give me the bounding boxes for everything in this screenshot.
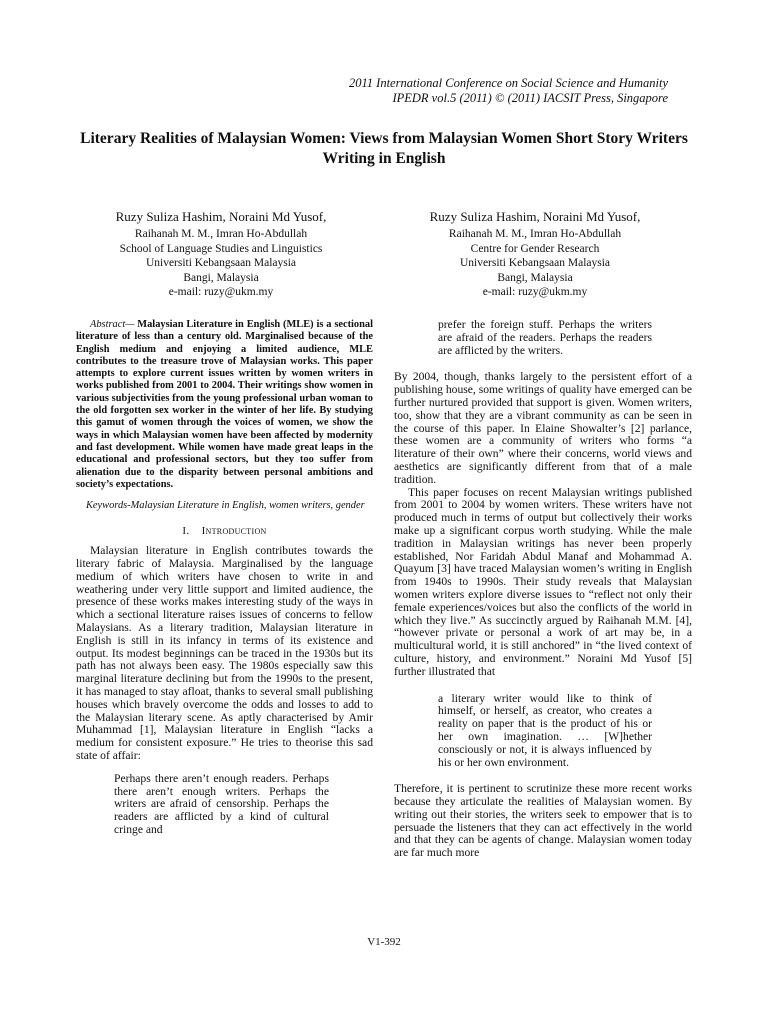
- author-block-left: [62, 208, 380, 300]
- body-paragraph: By 2004, though, thanks largely to the persistent effort of a publishing house, some writings of quality have emerged can be further nurtured provided that support is given. Women writers, too, show that they are a vibrant community as can be seen in the course of this paper. In Elaine Showalter’s [2] parlance, these women are a community of writers who forms “a literature of their own” where their concerns, world views and aesthetics are significantly different from that of a male tradition.: [394, 370, 692, 486]
- block-quote: Perhaps there aren’t enough readers. Perhaps there aren’t enough writers. Perhaps the writers are afraid of censorship. Perhaps the readers are afflicted by a kind of cultural cringe and: [114, 771, 329, 836]
- author-names-2: Raihanah M. M., Imran Ho-Abdullah: [448, 228, 622, 240]
- abstract-label: Abstract—: [90, 319, 135, 330]
- author-email: e-mail: ruzy@ukm.my: [482, 286, 588, 298]
- block-quote: a literary writer would like to think of himself, or herself, as creator, who creates a reality on paper that is the product of his or her own imagination. … [W]hether consciously or not, it is always influenced by his or her own environment.: [438, 691, 652, 769]
- intro-paragraph: Malaysian literature in English contributes towards the literary fabric of Malaysia. Marginalised by the language medium of which writers have chosen to write in and weathering under very little support and limited audience, the presence of these works makes interesting study of the ways in which a sectional literature raises issues of concerns to fellow Malaysians. As a literary tradition, Malaysian literature in English is still in its infancy in terms of its existence and output. Its modest beginnings can be traced in the 1930s but its path has not always been easy. The 1980s especially saw this marginal literature declining but from the 1990s to the present, it has managed to stay afloat, thanks to several small publishing houses which bravely overcome the odds and losses to add to the Malaysian literary scene. As aptly characterised by Amir Muhammad [1], Malaysian literature in English “lacks a medium for consistent exposure.” He tries to theorise this sad state of affair:: [76, 544, 373, 762]
- author-location: Bangi, Malaysia: [183, 271, 259, 284]
- author-affiliation: Centre for Gender Research: [470, 242, 600, 255]
- author-university: Universiti Kebangsaan Malaysia: [459, 257, 611, 269]
- body-paragraph: Therefore, it is pertinent to scrutinize these more recent works because they articulate the realities of Malaysian women. By writing out their stories, the writers seek to empower that is to persuade the listeners that they can act effectively in the world and that they can be agents of change. Malaysian women today are far much more: [394, 782, 692, 860]
- section-title: Introduction: [201, 525, 267, 538]
- author-email: e-mail: ruzy@ukm.my: [168, 286, 274, 298]
- left-column: [76, 319, 373, 837]
- abstract-text: Malaysian Literature in English (MLE) is a sectional literature of less than a century old. Marginalised because of the English medium and enjoying a limited audience, MLE contributes to the treasure trove of Malaysian works. This paper attempts to explore current issues written by women writers in works published from 2001 to 2004. Their writings show women in various subjectivities from the young professional urban woman to the old forgotten sex worker in the winter of her life. By studying this gamut of women through the voices of women, we show the ways in which Malaysian women have been affected by modernity and fast development. While women have made great leaps in the educational and professional sectors, but they too suffer from alienation due to the disparity between personal ambitions and society’s expectations.: [76, 319, 373, 490]
- author-university: Universiti Kebangsaan Malaysia: [145, 257, 297, 269]
- author-names-2: Raihanah M. M., Imran Ho-Abdullah: [134, 228, 308, 240]
- author-block-right: [376, 208, 694, 300]
- body-paragraph: This paper focuses on recent Malaysian writings published from 2001 to 2004 by women writers. These writers have not produced much in terms of output but collectively their works make up a significant corpus worth studying. While the male tradition in Malaysian writings has never been properly established, Nor Faridah Abdul Manaf and Mohammad A. Quayum [3] have traced Malaysian women’s writing in English from 1940s to 1990s. Their study reveals that Malaysian women writers explore diverse issues to “reflect not only their female experiences/voices but also the conflicts of the world in which they live.” As succinctly argued by Raihanah M.M. [4], “however private or personal a work of art may be, in a multicultural world, it is still anchored” in “the lived context of culture, history, and environment.” Noraini Md Yusof [5] further illustrated that: [394, 485, 692, 678]
- author-names: Ruzy Suliza Hashim, Noraini Md Yusof,: [429, 209, 641, 224]
- paper-title: Literary Realities of Malaysian Women: Views from Malaysian Women Short Story Writers Writing in English: [80, 130, 688, 167]
- author-affiliation: School of Language Studies and Linguistics: [119, 242, 323, 255]
- right-column: [394, 319, 692, 860]
- abstract: [76, 319, 373, 491]
- author-location: Bangi, Malaysia: [497, 271, 573, 284]
- keywords: Keywords-Malaysian Literature in English, women writers, gender: [86, 500, 365, 512]
- block-quote-continued: prefer the foreign stuff. Perhaps the writers are afraid of the readers. Perhaps the readers are afflicted by the writers.: [438, 318, 652, 357]
- section-heading: [76, 525, 373, 538]
- publication-info: IPEDR vol.5 (2011) © (2011) IACSIT Press, Singapore: [392, 91, 668, 105]
- section-number: I.: [182, 525, 190, 538]
- page-number: V1-392: [367, 936, 401, 948]
- conference-header: [349, 76, 668, 106]
- author-names: Ruzy Suliza Hashim, Noraini Md Yusof,: [115, 209, 327, 224]
- conference-name: 2011 International Conference on Social Science and Humanity: [348, 76, 668, 90]
